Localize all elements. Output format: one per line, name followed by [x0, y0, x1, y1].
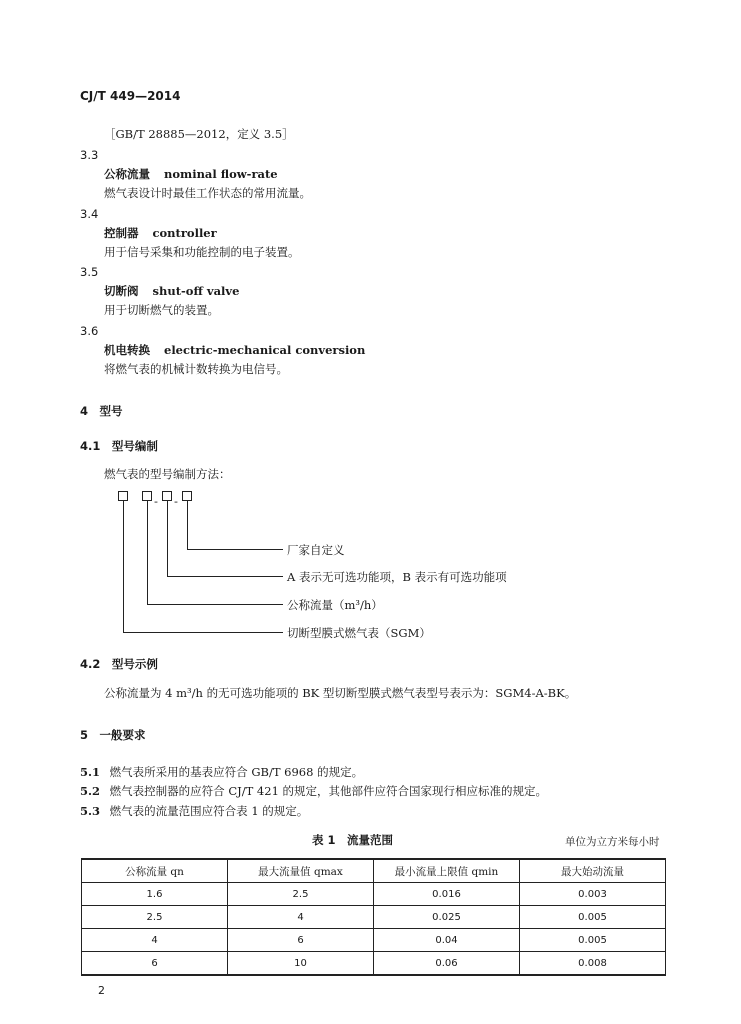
table-header-cell: 最大流量值 qmax — [228, 859, 374, 883]
table-cell: 6 — [82, 952, 228, 976]
term-title — [104, 283, 239, 299]
table-cell: 0.005 — [520, 906, 666, 929]
term-number: 3.5 — [80, 265, 99, 279]
section-4-2-text: 公称流量为 4 m³/h 的无可选功能项的 BK 型切断型膜式燃气表型号表示为：SGM4-A-BK。 — [104, 686, 577, 700]
term-zh: 切断阀 — [104, 284, 139, 298]
table-cell: 10 — [228, 952, 374, 976]
page-number: 2 — [98, 984, 105, 997]
table-cell: 2.5 — [228, 883, 374, 906]
table-header-cell: 公称流量 qn — [82, 859, 228, 883]
table-header-cell: 最大始动流量 — [520, 859, 666, 883]
diagram-label: 切断型膜式燃气表（SGM） — [287, 626, 431, 640]
diagram-label: 公称流量（m³/h） — [287, 598, 383, 612]
requirement-num: 5.1 — [80, 765, 101, 779]
term-en: controller — [152, 226, 217, 240]
leader-line — [147, 604, 283, 605]
requirement-num: 5.3 — [80, 804, 101, 818]
leader-line — [167, 501, 168, 576]
table-row — [82, 952, 666, 976]
table-caption: 表 1 流量范围 — [312, 833, 394, 847]
term-en: electric-mechanical conversion — [164, 343, 366, 357]
flow-range-table — [81, 858, 666, 976]
section-4-heading: 4 型号 — [80, 404, 123, 418]
requirement-item — [80, 803, 308, 819]
code-box — [182, 491, 192, 501]
table-cell: 0.003 — [520, 883, 666, 906]
table-row — [82, 929, 666, 952]
code-box — [162, 491, 172, 501]
term-en: nominal flow-rate — [164, 167, 278, 181]
term-definition: 燃气表设计时最佳工作状态的常用流量。 — [104, 186, 311, 200]
leader-line — [123, 632, 283, 633]
code-box — [118, 491, 128, 501]
table-cell: 1.6 — [82, 883, 228, 906]
table-cell: 6 — [228, 929, 374, 952]
reference-line: ［GB/T 28885—2012，定义 3.5］ — [104, 127, 294, 141]
code-separator: - — [174, 495, 178, 508]
table-cell: 4 — [82, 929, 228, 952]
table-cell: 2.5 — [82, 906, 228, 929]
table-cell: 0.025 — [374, 906, 520, 929]
term-definition: 用于信号采集和功能控制的电子装置。 — [104, 245, 300, 259]
table-header-cell: 最小流量上限值 qmin — [374, 859, 520, 883]
table-row — [82, 883, 666, 906]
leader-line — [187, 501, 188, 549]
term-title — [104, 342, 365, 358]
term-zh: 机电转换 — [104, 343, 150, 357]
term-number: 3.6 — [80, 324, 99, 338]
table-unit: 单位为立方米每小时 — [565, 836, 660, 848]
table-cell: 0.016 — [374, 883, 520, 906]
table-cell: 4 — [228, 906, 374, 929]
requirement-item — [80, 764, 363, 780]
term-number: 3.4 — [80, 207, 99, 221]
table-header-row — [82, 859, 666, 883]
table-cell: 0.008 — [520, 952, 666, 976]
leader-line — [123, 501, 124, 632]
requirement-text: 燃气表的流量范围应符合表 1 的规定。 — [109, 804, 309, 818]
leader-line — [147, 501, 148, 604]
term-number: 3.3 — [80, 148, 99, 162]
requirement-num: 5.2 — [80, 784, 101, 798]
requirement-item — [80, 783, 547, 799]
table-cell: 0.06 — [374, 952, 520, 976]
term-title — [104, 225, 217, 241]
table-cell: 0.04 — [374, 929, 520, 952]
table-cell: 0.005 — [520, 929, 666, 952]
diagram-label: A 表示无可选功能项，B 表示有可选功能项 — [287, 570, 507, 584]
term-definition: 将燃气表的机械计数转换为电信号。 — [104, 362, 288, 376]
standard-id: CJ/T 449—2014 — [80, 89, 181, 103]
term-title — [104, 166, 278, 182]
section-4-1-heading: 4.1 型号编制 — [80, 439, 158, 453]
term-zh: 公称流量 — [104, 167, 150, 181]
table-row — [82, 906, 666, 929]
leader-line — [187, 549, 283, 550]
term-zh: 控制器 — [104, 226, 139, 240]
code-box — [142, 491, 152, 501]
term-en: shut-off valve — [152, 284, 240, 298]
requirement-text: 燃气表所采用的基表应符合 GB/T 6968 的规定。 — [109, 765, 364, 779]
section-5-heading: 5 一般要求 — [80, 728, 146, 742]
term-definition: 用于切断燃气的装置。 — [104, 303, 219, 317]
leader-line — [167, 576, 283, 577]
section-4-1-intro: 燃气表的型号编制方法： — [104, 467, 231, 481]
diagram-label: 厂家自定义 — [287, 543, 345, 557]
code-separator: - — [154, 495, 158, 508]
section-4-2-heading: 4.2 型号示例 — [80, 657, 158, 671]
requirement-text: 燃气表控制器的应符合 CJ/T 421 的规定，其他部件应符合国家现行相应标准的规定。 — [109, 784, 548, 798]
